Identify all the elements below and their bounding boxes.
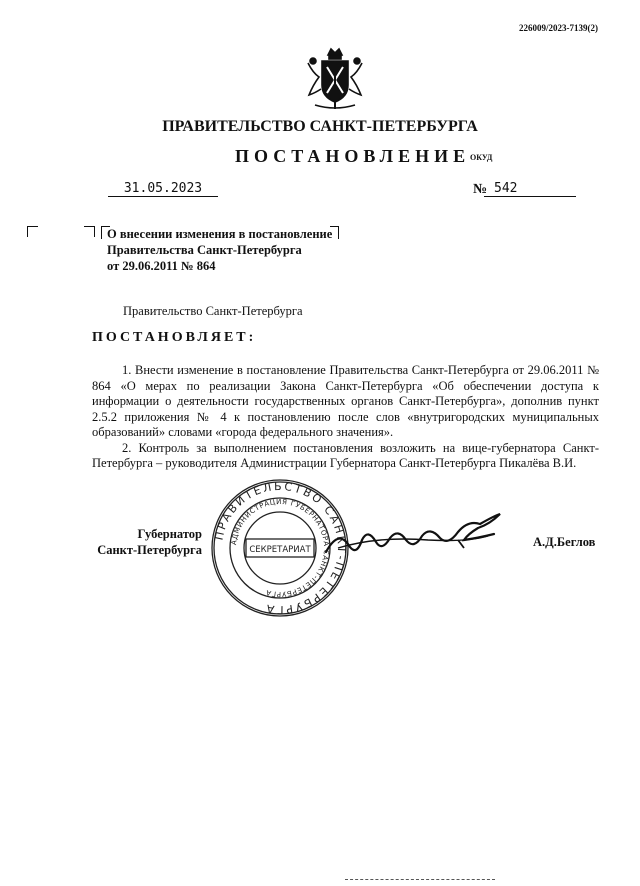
corner-mark bbox=[84, 226, 95, 237]
corner-mark bbox=[27, 226, 38, 237]
resolves-heading: ПОСТАНОВЛЯЕТ: bbox=[92, 330, 257, 345]
okud-label: ОКУД bbox=[470, 153, 493, 162]
decree-title: ПОСТАНОВЛЕНИЕ bbox=[235, 146, 471, 166]
position-line: Губернатор bbox=[137, 527, 202, 541]
number-sign: № bbox=[473, 182, 488, 197]
decree-number: 542 bbox=[484, 181, 576, 197]
signatory-position bbox=[88, 526, 202, 558]
seal-center-text: СЕКРЕТАРИАТ bbox=[249, 545, 311, 555]
seal-outer-text: ПРАВИТЕЛЬСТВО САНКТ-ПЕТЕРБУРГА bbox=[212, 479, 349, 617]
decree-date: 31.05.2023 bbox=[108, 181, 218, 197]
paragraph: 1. Внести изменение в постановление Правительства Санкт-Петербурга от 29.06.2011 № 864 «О мерах по реализации Закона Санкт-Петербурга «Об обеспечении доступа к информации о деятельности государственных органов Санкт-Петербурга», дополнив пункт 2.5.2 приложения № 4 к постановлению после слов «внутригородских муниципальных образований» словами «города федерального значения». bbox=[92, 363, 599, 439]
subject-line: Правительства Санкт-Петербурга bbox=[107, 243, 302, 257]
decree-subject bbox=[107, 226, 332, 274]
seal-inner-text: АДМИНИСТРАЦИЯ ГУБЕРНАТОРА САНКТ-ПЕТЕРБУРГА bbox=[230, 497, 331, 599]
government-title: ПРАВИТЕЛЬСТВО САНКТ-ПЕТЕРБУРГА bbox=[162, 118, 478, 135]
body-intro: Правительство Санкт-Петербурга bbox=[123, 304, 303, 318]
paragraph: 2. Контроль за выполнением постановления возложить на вице-губернатора Санкт-Петербурга – руководителя Администрации Губернатора Санкт-Петербурга Пикалёва В.И. bbox=[92, 440, 599, 470]
signatory-name: А.Д.Беглов bbox=[533, 535, 596, 549]
bottom-divider bbox=[345, 879, 495, 880]
subject-line: О внесении изменения в постановление bbox=[107, 227, 333, 241]
body-paragraphs bbox=[92, 363, 599, 472]
coat-of-arms-icon bbox=[305, 47, 365, 111]
document-code: 226009/2023-7139(2) bbox=[519, 23, 598, 33]
handwritten-signature bbox=[318, 500, 528, 570]
subject-line: от 29.06.2011 № 864 bbox=[107, 259, 216, 273]
position-line: Санкт-Петербурга bbox=[97, 543, 202, 557]
